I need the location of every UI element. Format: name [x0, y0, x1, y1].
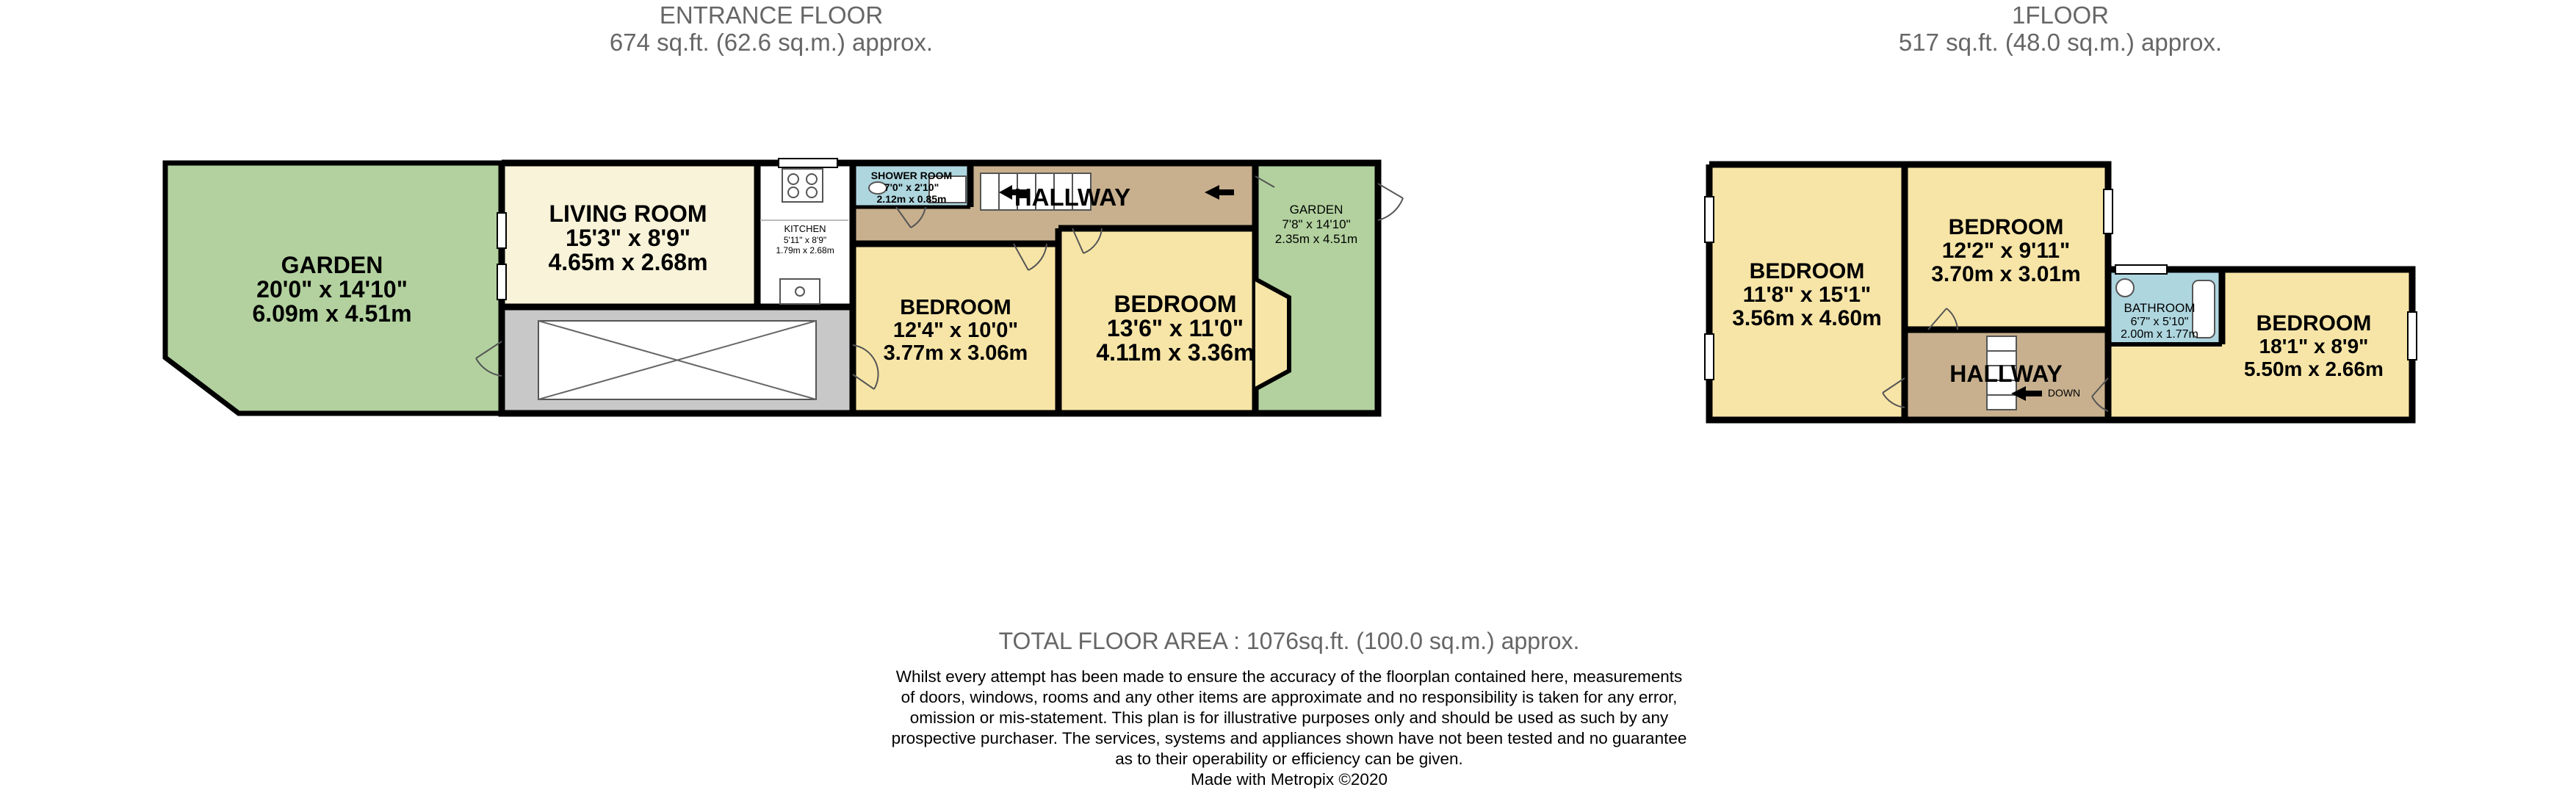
credit-line: Made with Metropix ©2020: [1191, 770, 1388, 789]
room-name: BEDROOM: [2256, 311, 2372, 336]
room-size-metric: 3.70m x 3.01m: [1931, 262, 2081, 286]
room-name: BATHROOM: [2124, 301, 2196, 315]
room-size-imperial: 18'1" x 8'9": [2259, 335, 2369, 358]
room-size-metric: 1.79m x 2.68m: [776, 245, 834, 256]
room-size-imperial: 15'3" x 8'9": [565, 225, 691, 251]
floor-area: 517 sq.ft. (48.0 sq.m.) approx.: [1898, 29, 2223, 56]
room-name: GARDEN: [1289, 203, 1343, 217]
disclaimer-line: Whilst every attempt has been made to ensure the accuracy of the floorplan contained here, measurements: [895, 667, 1683, 686]
room-size-imperial: 6'7" x 5'10": [2130, 316, 2189, 328]
room-name: GARDEN: [281, 252, 383, 278]
hob-icon: [782, 169, 823, 202]
total-floor-area: TOTAL FLOOR AREA : 1076sq.ft. (100.0 sq.m.) approx.: [998, 628, 1580, 654]
room-size-metric: 2.00m x 1.77m: [2121, 328, 2198, 341]
room-size-metric: 3.56m x 4.60m: [1732, 306, 1882, 330]
room-size-imperial: 5'11" x 8'9": [783, 235, 827, 245]
bedroom-f3-lower-area: [2108, 344, 2222, 420]
first-floor: [1705, 164, 2417, 420]
room-name: BEDROOM: [1749, 259, 1865, 283]
room-size-imperial: 7'0" x 2'10": [884, 181, 939, 193]
disclaimer-line: as to their operability or efficiency can be given.: [1115, 750, 1463, 768]
room-name: LIVING ROOM: [549, 200, 707, 227]
room-name: BEDROOM: [1114, 291, 1237, 317]
room-name: KITCHEN: [784, 223, 826, 234]
room-size-metric: 2.12m x 0.85m: [876, 193, 947, 205]
room-name: HALLWAY: [1949, 360, 2063, 387]
room-name: BEDROOM: [1948, 215, 2064, 239]
floor-name: 1FLOOR: [2011, 1, 2110, 29]
room-size-imperial: 11'8" x 15'1": [1742, 283, 1872, 307]
room-size-metric: 4.65m x 2.68m: [548, 249, 708, 275]
entrance-floor: [165, 159, 1403, 413]
room-size-imperial: 12'2" x 9'11": [1941, 239, 2071, 263]
room-size-imperial: 13'6" x 11'0": [1106, 315, 1244, 341]
floor-area: 674 sq.ft. (62.6 sq.m.) approx.: [609, 29, 934, 56]
room-size-metric: 4.11m x 3.36m: [1096, 339, 1255, 366]
stairs-label: DOWN: [2047, 387, 2081, 399]
floor-name: ENTRANCE FLOOR: [659, 1, 884, 29]
room-size-imperial: 20'0" x 14'10": [256, 276, 408, 302]
sink-icon: [780, 279, 820, 304]
room-size-metric: 2.35m x 4.51m: [1274, 232, 1358, 246]
room-name: SHOWER ROOM: [870, 170, 953, 181]
room-size-metric: 5.50m x 2.66m: [2244, 358, 2384, 380]
room-name: HALLWAY: [1014, 184, 1131, 211]
disclaimer-line: of doors, windows, rooms and any other items are approximate and no responsibility is taken for any error,: [901, 688, 1678, 706]
room-size-metric: 3.77m x 3.06m: [883, 341, 1028, 365]
disclaimer-line: prospective purchaser. The services, systems and appliances shown have not been tested and no guarantee: [891, 729, 1687, 747]
disclaimer-line: omission or mis-statement. This plan is for illustrative purposes only and should be used as such by any: [909, 709, 1669, 727]
room-size-imperial: 7'8" x 14'10": [1282, 217, 1351, 231]
room-size-imperial: 12'4" x 10'0": [892, 319, 1019, 342]
room-name: BEDROOM: [900, 296, 1011, 319]
disclaimer: [845, 667, 1733, 790]
room-size-metric: 6.09m x 4.51m: [252, 300, 412, 327]
